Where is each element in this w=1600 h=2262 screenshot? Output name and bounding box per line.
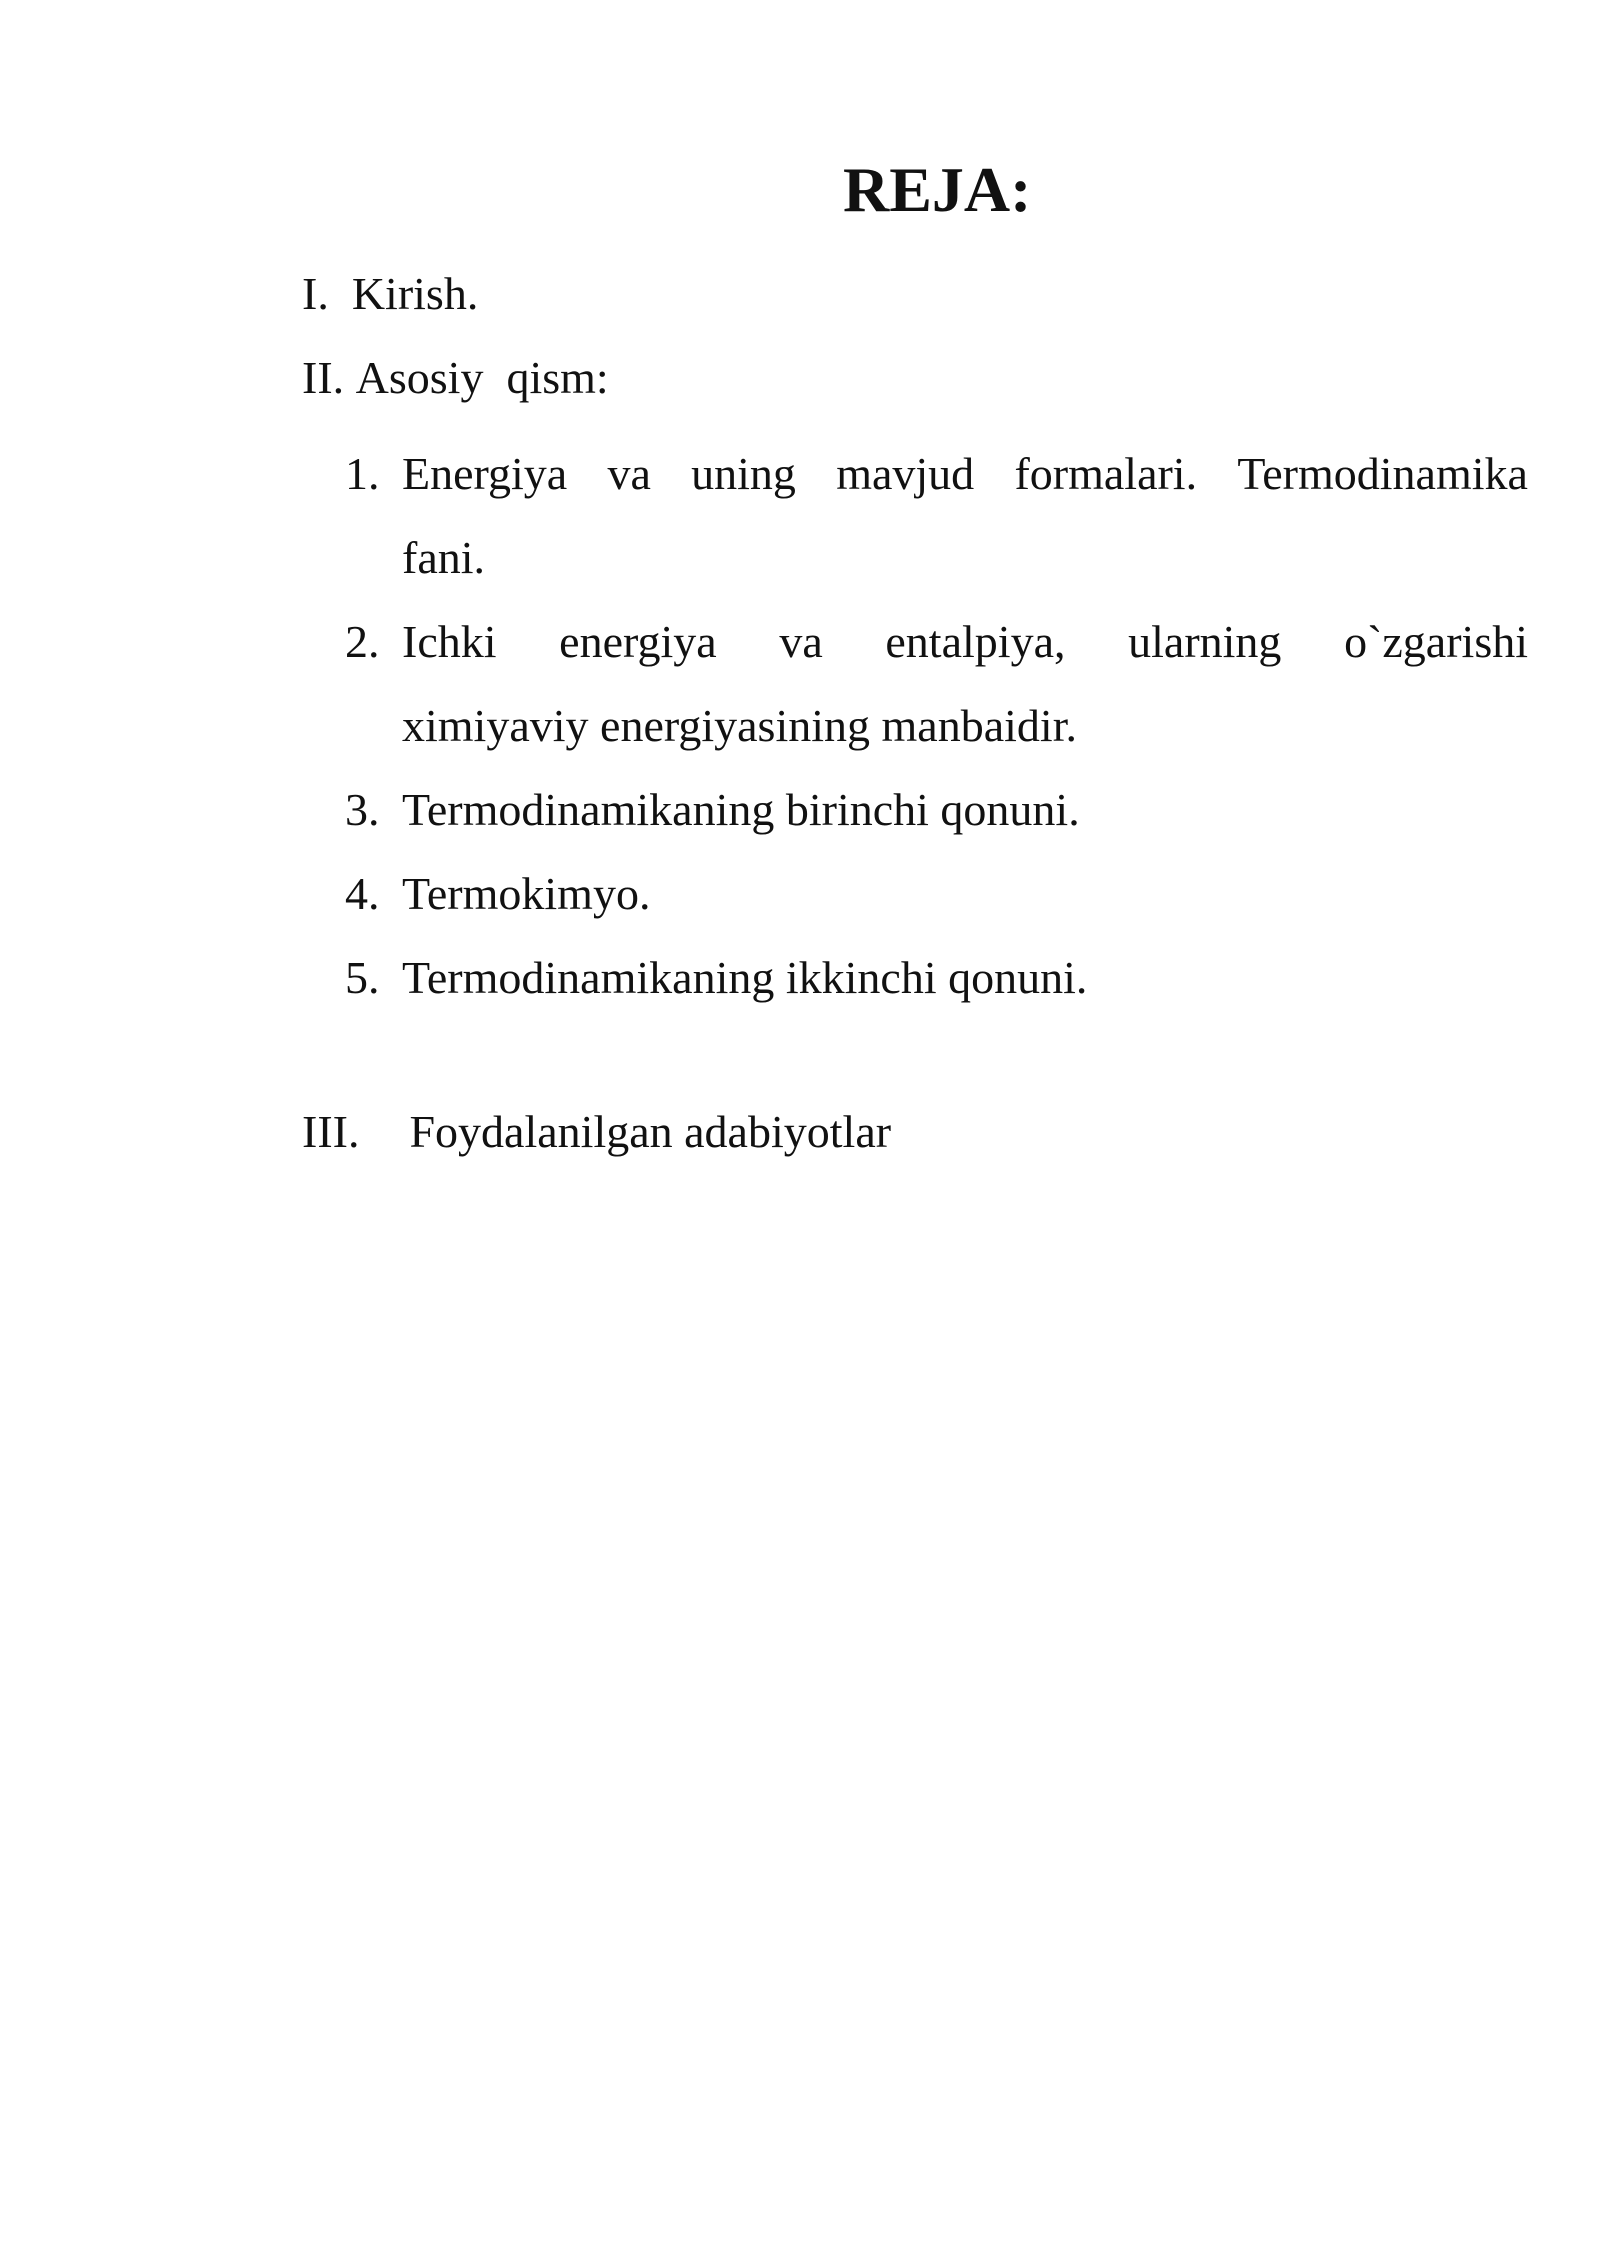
list-item-text: [402, 432, 1528, 600]
list-item-text: Termodinamikaning birinchi qonuni.: [402, 784, 1080, 835]
list-item: [345, 600, 1528, 768]
list-item: [345, 432, 1528, 600]
page-title: REJA:: [843, 154, 1032, 225]
word: Ichki: [402, 616, 497, 667]
section-main-part: [302, 350, 609, 406]
word: va: [607, 448, 651, 499]
word: o`zgarishi: [1344, 616, 1528, 667]
word: uning: [691, 448, 796, 499]
word: ularning: [1128, 616, 1282, 667]
list-item: [345, 852, 1528, 936]
section-introduction: [302, 266, 478, 322]
list-item-number: 5.: [345, 952, 380, 1003]
word: formalari.: [1014, 448, 1198, 499]
section-label: Foydalanilgan adabiyotlar: [409, 1106, 892, 1157]
word: Energiya: [402, 448, 568, 499]
word: entalpiya,: [885, 616, 1066, 667]
word: Termodinamika: [1237, 448, 1528, 499]
section-numeral: II.: [302, 352, 345, 403]
list-item-text: Termodinamikaning ikkinchi qonuni.: [402, 952, 1088, 1003]
section-label: Asosiy qism:: [355, 352, 609, 403]
list-item: [345, 936, 1528, 1020]
section-label: Kirish.: [351, 268, 479, 319]
word: mavjud: [836, 448, 975, 499]
list-item-number: 2.: [345, 616, 380, 667]
list-item-line: [402, 432, 1528, 516]
list-item-text: Termokimyo.: [402, 868, 651, 919]
list-item-line: [402, 600, 1528, 684]
list-item-number: 4.: [345, 868, 380, 919]
list-item: [345, 768, 1528, 852]
word: va: [779, 616, 823, 667]
list-item-number: 3.: [345, 784, 380, 835]
list-item-line: fani.: [402, 532, 486, 583]
section-numeral: I.: [302, 268, 329, 319]
word: energiya: [559, 616, 717, 667]
list-item-line: ximiyaviy energiyasining manbaidir.: [402, 700, 1077, 751]
list-item-number: 1.: [345, 448, 380, 499]
section-numeral: III.: [302, 1106, 360, 1157]
list-item-text: [402, 600, 1528, 768]
section-references: [302, 1104, 891, 1160]
